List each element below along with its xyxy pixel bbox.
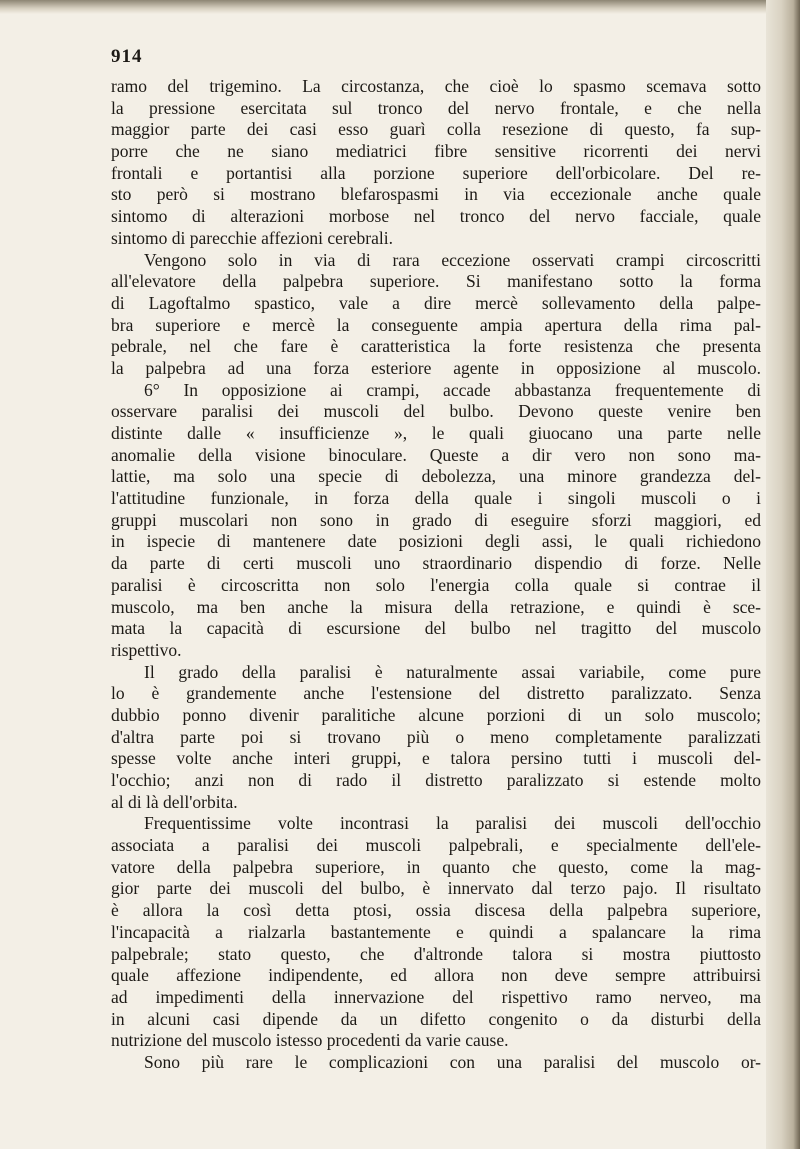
text-line: bra superiore e mercè la conseguente ampia apertura della rima pal- [111,314,761,335]
text-line: associata a paralisi dei muscoli palpebrali, e specialmente dell'ele- [111,835,761,856]
text-line: Sono più rare le complicazioni con una paralisi del muscolo or- [144,1051,761,1072]
text-line: Il grado della paralisi è naturalmente assai variabile, come pure [144,661,761,682]
text-line: mata la capacità di escursione del bulbo nel tragitto del muscolo [111,618,761,639]
text-line: all'elevatore della palpebra superiore. Si manifestano sotto la forma [111,271,761,292]
text-line: da parte di certi muscoli uno straordinario dispendio di forze. Nelle [111,553,761,574]
text-line: muscolo, ma ben anche la misura della retrazione, e quindi è sce- [111,596,761,617]
text-line: distinte dalle « insufficienze », le quali giuocano una parte nelle [111,423,761,443]
text-line: paralisi è circoscritta non solo l'energia colla quale si contrae il [111,574,761,595]
text-line: gruppi muscolari non sono in grado di eseguire sforzi maggiori, ed [111,509,761,530]
text-line: Frequentissime volte incontrasi la paralisi dei muscoli dell'occhio [144,813,761,834]
text-line: ad impedimenti della innervazione del rispettivo ramo nerveo, ma [111,986,761,1007]
text-line: l'attitudine funzionale, in forza della quale i singoli muscoli o i [111,488,761,509]
text-line: in alcuni casi dipende da un difetto congenito o da disturbi della [111,1008,761,1029]
text-line: sintomo di parecchie affezioni cerebrali. [111,227,393,248]
text-line: l'incapacità a rialzarla bastantemente e quindi a spalancare la rima [111,921,761,942]
text-line: frontali e portantisi alla porzione superiore dell'orbicolare. Del re- [111,162,761,183]
text-line: di Lagoftalmo spastico, vale a dire mercè sollevamento della palpe- [111,292,761,313]
text-line: maggior parte dei casi esso guarì colla resezione di questo, fa sup- [111,119,761,140]
text-line: osservare paralisi dei muscoli del bulbo. Devono queste venire ben [111,401,761,422]
text-line: spesse volte anche interi gruppi, e talora persino tutti i muscoli del- [111,748,761,769]
text-line: sintomo di alterazioni morbose nel tronco del nervo facciale, quale [111,206,761,227]
page-number: 914 [111,46,143,67]
text-line: nutrizione del muscolo istesso procedenti da varie cause. [111,1030,509,1051]
text-line: gior parte dei muscoli del bulbo, è innervato dal terzo pajo. Il risultato [111,878,761,899]
text-line: vatore della palpebra superiore, in quanto che questo, come la mag- [111,856,761,877]
text-line: è allora la così detta ptosi, ossia discesa della palpebra superiore, [111,900,761,921]
text-line: quale affezione indipendente, ed allora non deve sempre attribuirsi [111,965,761,986]
text-line: palpebrale; stato questo, che d'altronde talora si mostra piuttosto [111,943,761,964]
text-line: in ispecie di mantenere date posizioni degli assi, le quali richiedono [111,531,761,552]
text-line: lattie, ma solo una specie di debolezza, una minore grandezza del- [111,466,761,487]
text-line: lo è grandemente anche l'estensione del distretto paralizzato. Senza [111,683,761,704]
scan-top-edge [0,0,800,14]
text-line: al di là dell'orbita. [111,791,238,812]
text-line: ramo del trigemino. La circostanza, che cioè lo spasmo scemava sotto [111,76,761,96]
text-line: sto però si mostrano blefarospasmi in via eccezionale anche quale [111,184,761,205]
text-line: l'occhio; anzi non di rado il distretto paralizzato si estende molto [111,770,761,790]
body-text [111,76,761,1074]
book-gutter-shadow [766,0,800,1149]
text-line: la palpebra ad una forza esteriore agente in opposizione al muscolo. [111,357,761,378]
text-line: 6° In opposizione ai crampi, accade abbastanza frequentemente di [144,379,761,400]
text-line: anomalie della visione binoculare. Queste a dir vero non sono ma- [111,444,761,465]
text-line: pebrale, nel che fare è caratteristica la forte resistenza che presenta [111,336,761,357]
text-line: porre che ne siano mediatrici fibre sensitive ricorrenti dei nervi [111,141,761,162]
text-line: rispettivo. [111,639,182,660]
text-line: la pressione esercitata sul tronco del nervo frontale, e che nella [111,97,761,118]
text-line: d'altra parte poi si trovano più o meno completamente paralizzati [111,726,761,747]
text-line: Vengono solo in via di rara eccezione osservati crampi circoscritti [144,249,761,270]
text-line: dubbio ponno divenir paralitiche alcune porzioni di un solo muscolo; [111,704,761,725]
